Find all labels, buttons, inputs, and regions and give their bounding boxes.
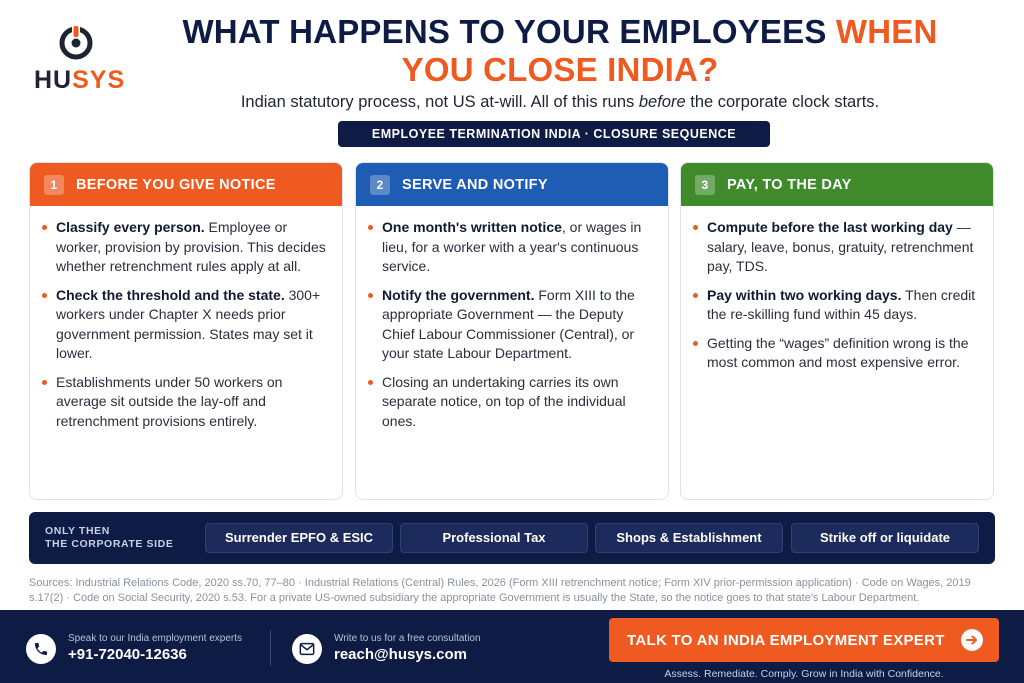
sources-note: Sources: Industrial Relations Code, 2020 ss.70, 77–80 · Industrial Relations (Central) Rules, 2026 (Form XIII retrenchment notice; Form XIV prior-permission application) · Code on Wages, 2019 s.17(2) · Code on Social Security, 2020 s.53. For a private US-owned subsidiary the appropriate Government is usually the State, so the notice goes to that state's Labour Department.	[29, 577, 971, 604]
phone-number[interactable]: +91-72040-12636	[68, 646, 187, 663]
list-item: Pay within two working days. Then credit the re-skilling fund within 45 days.	[707, 286, 979, 325]
card-header	[681, 163, 993, 206]
page-title: WHAT HAPPENS TO YOUR EMPLOYEES WHEN YOU CLOSE INDIA?	[182, 13, 938, 88]
list-item: Getting the “wages” definition wrong is the most common and most expensive error.	[707, 334, 979, 373]
phone-contact[interactable]	[26, 632, 242, 665]
email-label: Write to us for a free consultation	[334, 633, 481, 644]
chip-strike-off: Strike off or liquidate	[791, 523, 979, 553]
card-pay-to-the-day	[680, 162, 994, 500]
strip-label: ONLY THEN THE CORPORATE SIDE	[45, 525, 174, 550]
list-item: Check the threshold and the state. 300+ workers under Chapter X needs prior government permission. States may set it lower.	[56, 286, 328, 364]
list-item: Classify every person. Employee or worker, provision by provision. This decides whether retrenchment rules apply at all.	[56, 218, 328, 277]
power-logo-icon	[58, 24, 94, 60]
card-header	[30, 163, 342, 206]
chip-shops-establishment: Shops & Establishment	[595, 523, 783, 553]
card-title: SERVE AND NOTIFY	[402, 176, 548, 193]
mail-icon	[292, 634, 322, 664]
step-number: 2	[370, 175, 390, 195]
chip-epfo-esic: Surrender EPFO & ESIC	[205, 523, 393, 553]
sequence-pill: EMPLOYEE TERMINATION INDIA · CLOSURE SEQUENCE	[338, 121, 770, 147]
card-before-notice	[29, 162, 343, 500]
card-serve-notify	[355, 162, 669, 500]
chip-professional-tax: Professional Tax	[400, 523, 588, 553]
talk-to-expert-button[interactable]	[609, 618, 999, 662]
card-header	[356, 163, 668, 206]
email-contact[interactable]	[292, 632, 481, 665]
phone-icon	[26, 634, 56, 664]
page-subtitle: Indian statutory process, not US at-will. All of this runs before the corporate clock starts.	[240, 93, 880, 111]
phone-label: Speak to our India employment experts	[68, 633, 242, 644]
cta-label: TALK TO AN INDIA EMPLOYMENT EXPERT	[627, 631, 945, 649]
husys-logo	[30, 24, 130, 94]
tagline: Assess. Remediate. Comply. Grow in India with Confidence.	[664, 668, 944, 680]
card-title: BEFORE YOU GIVE NOTICE	[76, 176, 276, 193]
footer-divider	[270, 630, 271, 666]
footer	[0, 610, 1024, 683]
list-item: Closing an undertaking carries its own separate notice, on top of the individual ones.	[382, 373, 654, 432]
step-number: 1	[44, 175, 64, 195]
step-number: 3	[695, 175, 715, 195]
list-item: Compute before the last working day — salary, leave, bonus, gratuity, retrenchment pay, TDS.	[707, 218, 979, 277]
email-address[interactable]: reach@husys.com	[334, 646, 468, 663]
corporate-side-strip	[29, 512, 995, 564]
list-item: Notify the government. Form XIII to the appropriate Government — the Deputy Chief Labour Commissioner (Central), or your state Labour Department.	[382, 286, 654, 364]
list-item: Establishments under 50 workers on average sit outside the lay-off and retrenchment provisions entirely.	[56, 373, 328, 432]
arrow-right-icon	[961, 629, 983, 651]
list-item: One month's written notice, or wages in lieu, for a worker with a year's continuous service.	[382, 218, 654, 277]
logo-wordmark: HUSYS	[34, 66, 126, 94]
card-title: PAY, TO THE DAY	[727, 176, 852, 193]
